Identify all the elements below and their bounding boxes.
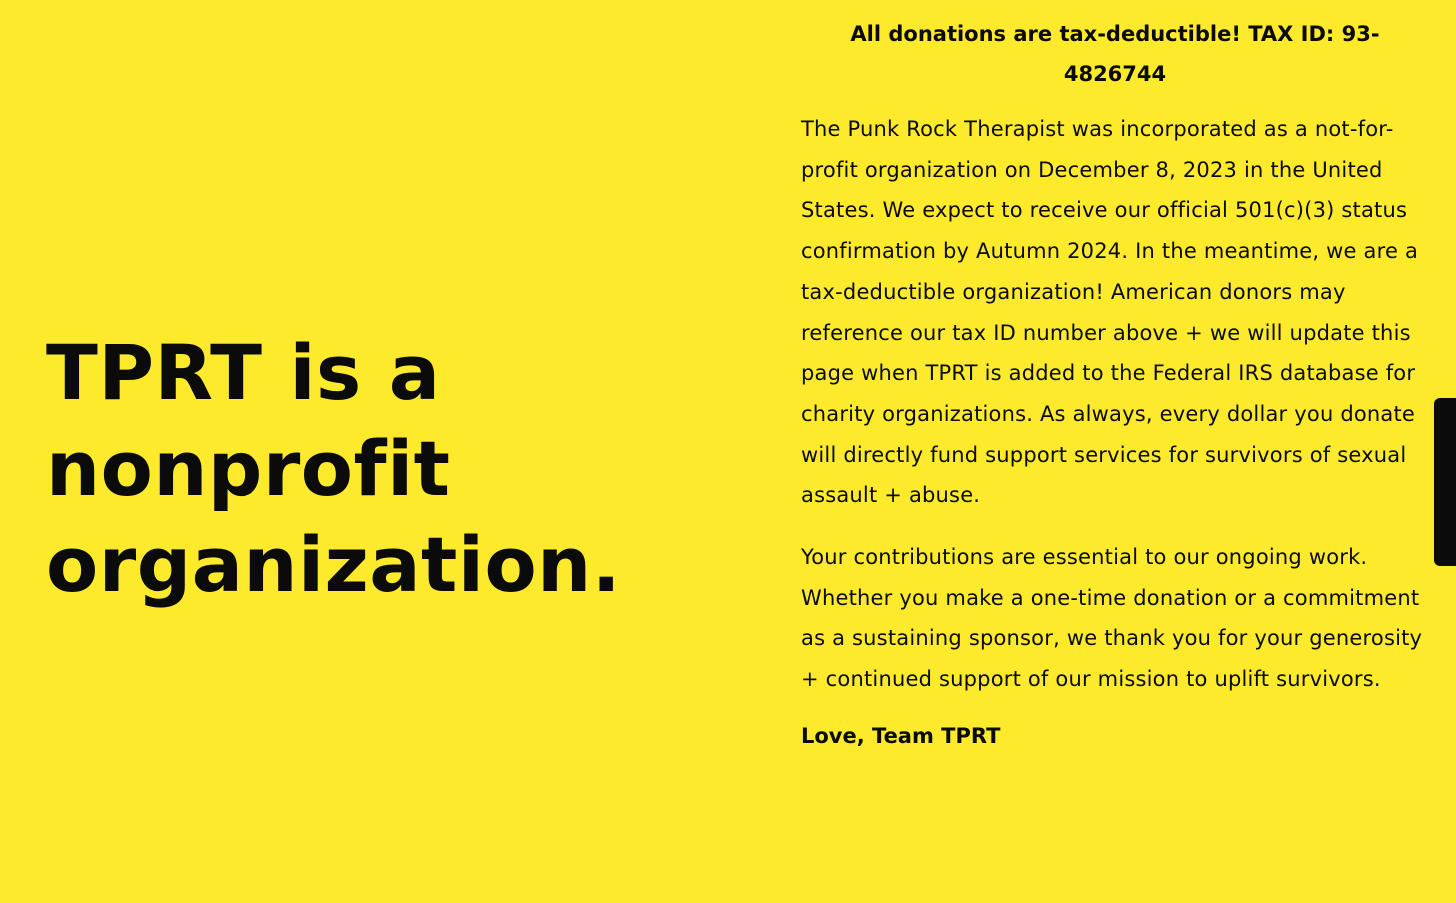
hero-section: [46, 325, 706, 613]
side-tab-button[interactable]: [1434, 398, 1456, 566]
signoff: Love, Team TPRT: [801, 723, 1001, 748]
contributions-paragraph: Your contributions are essential to our ongoing work. Whether you make a one-time donation or a commitment as a sustaining sponsor, we thank you for your generosity + continued support of our mission to uplift survivors.: [801, 545, 1423, 692]
hero-heading: TPRT is a nonprofit organization.: [46, 328, 622, 609]
incorporation-paragraph: The Punk Rock Therapist was incorporated as a not-for-profit organization on December 8, 2023 in the United States. We expect to receive our official 501(c)(3) status confirmation by Autumn 2024. In the meantime, we are a tax-deductible organization! American donors may reference our tax ID number above + we will update this page when TPRT is added to the Federal IRS database for charity organizations. As always, every dollar you donate will directly fund support services for survivors of sexual assault + abuse.: [801, 117, 1419, 508]
tax-deductible-notice: All donations are tax-deductible! TAX ID: 93-4826744: [850, 22, 1380, 86]
info-section: [801, 14, 1429, 751]
